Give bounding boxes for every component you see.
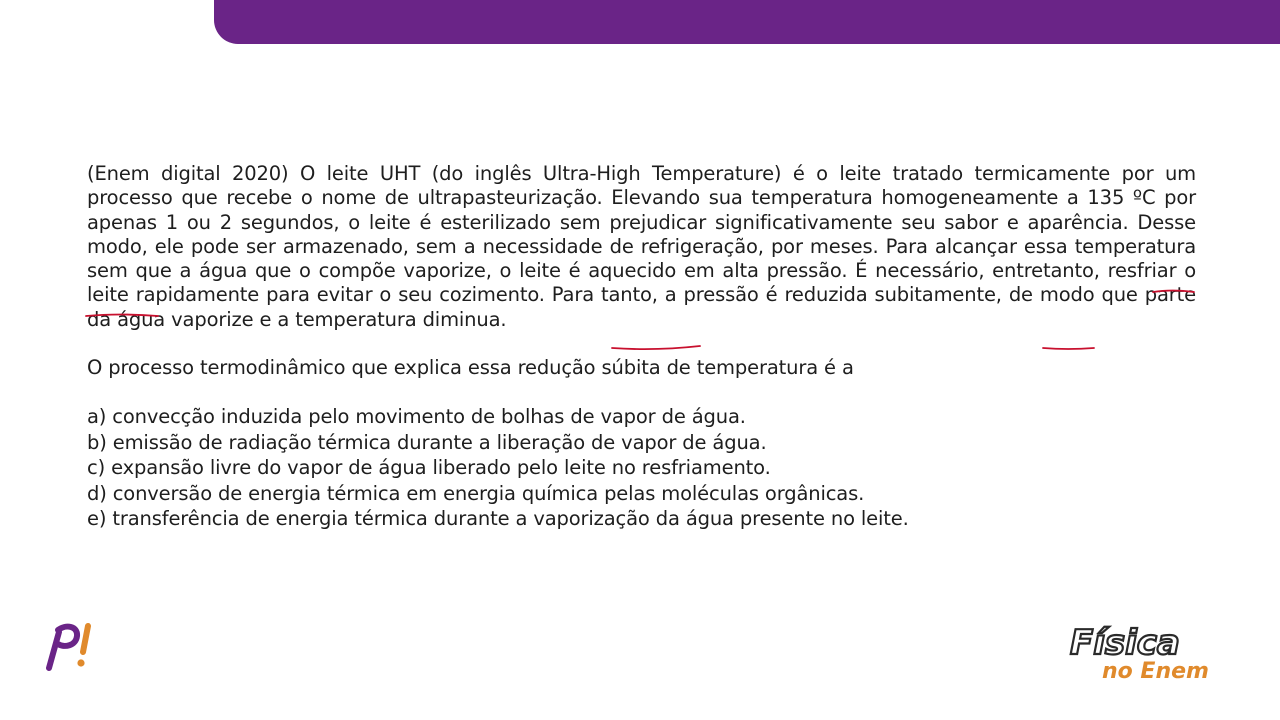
option-b[interactable]: b) emissão de radiação térmica durante a liberação de vapor de água. — [87, 430, 767, 454]
brand-logo-right — [1062, 618, 1242, 688]
question-content — [87, 162, 1196, 532]
brand-logo-left — [40, 618, 100, 674]
header-bar — [214, 0, 1280, 44]
option-d[interactable]: d) conversão de energia térmica em energia química pelas moléculas orgânicas. — [87, 481, 865, 505]
question-prompt: O processo termodinâmico que explica essa redução súbita de temperatura é a — [87, 356, 854, 380]
svg-text:no Enem: no Enem — [1102, 659, 1209, 684]
svg-text:Física: Física — [1070, 623, 1180, 663]
option-a[interactable]: a) convecção induzida pelo movimento de bolhas de vapor de água. — [87, 405, 746, 429]
option-e[interactable]: e) transferência de energia térmica durante a vaporização da água presente no leite. — [87, 507, 909, 531]
answer-options — [87, 404, 1196, 532]
question-text: (Enem digital 2020) O leite UHT (do inglês Ultra-High Temperature) é o leite tratado termicamente por um processo que recebe o nome de ultrapasteurização. Elevando sua temperatura homogeneamente a 135 ºC por apenas 1 ou 2 segundos, o leite é esterilizado sem prejudicar significativamente seu sabor e aparência. Desse modo, ele pode ser armazenado, sem a necessidade de refrigeração, por meses. Para alcançar essa temperatura sem que a água que o compõe vaporize, o leite é aquecido em alta pressão. É necessário, entretanto, resfriar o leite rapidamente para evitar o seu cozimento. Para tanto, a pressão é reduzida subitamente, de modo que parte da água vaporize e a temperatura diminua. — [87, 162, 1196, 331]
option-c[interactable]: c) expansão livre do vapor de água liberado pelo leite no resfriamento. — [87, 456, 771, 480]
